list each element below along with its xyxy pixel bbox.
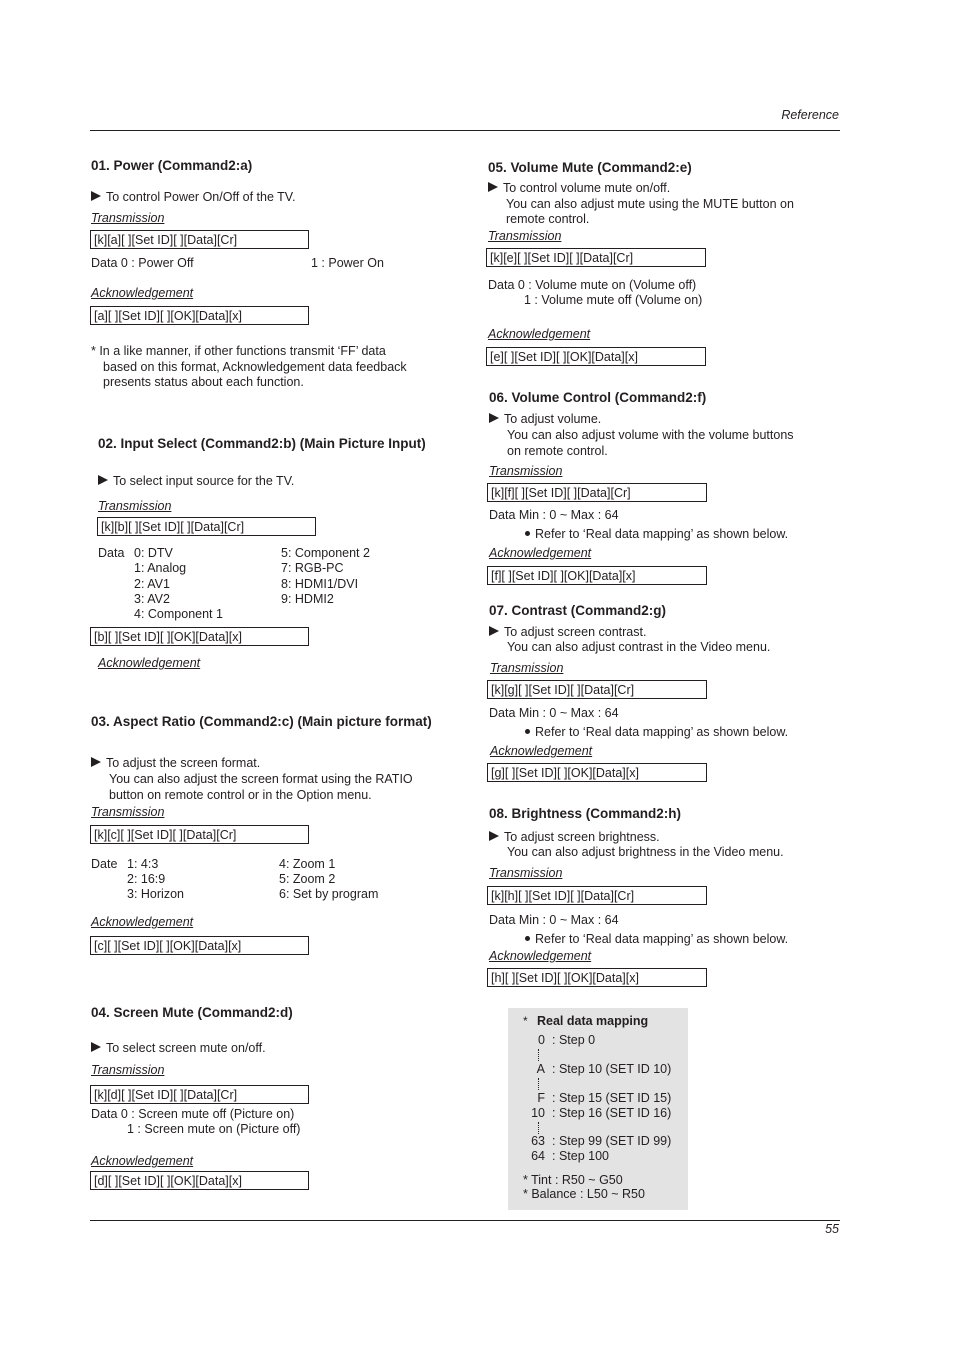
section-05-title: 05. Volume Mute (Command2:e)	[488, 160, 692, 175]
section-06-transmission-label: Transmission	[489, 464, 563, 478]
triangle-bullet-icon	[489, 831, 499, 841]
footer-rule	[90, 1220, 840, 1221]
section-06-ack-label: Acknowledgement	[489, 546, 592, 560]
section-01-ack-command: [a][ ][Set ID][ ][OK][Data][x]	[90, 306, 309, 325]
section-05-ack-command: [e][ ][Set ID][ ][OK][Data][x]	[486, 347, 706, 366]
section-04-transmission-command: [k][d][ ][Set ID][ ][Data][Cr]	[90, 1085, 309, 1104]
section-03-transmission-label: Transmission	[91, 805, 165, 819]
section-06-ack-command: [f][ ][Set ID][ ][OK][Data][x]	[487, 566, 707, 585]
section-04-transmission-label: Transmission	[91, 1063, 165, 1077]
section-08-data-line: Data Min : 0 ~ Max : 64	[489, 913, 619, 927]
section-07-data-line: Data Min : 0 ~ Max : 64	[489, 706, 619, 720]
section-02-value-1: 1: Analog	[134, 561, 187, 575]
section-05-ack-label: Acknowledgement	[488, 327, 591, 341]
header-rule	[90, 130, 840, 131]
section-08-ack-command: [h][ ][Set ID][ ][OK][Data][x]	[487, 968, 707, 987]
section-02-intro: To select input source for the TV.	[98, 474, 294, 490]
mapping-note-balance: * Balance : L50 ~ R50	[523, 1187, 645, 1201]
section-06-title: 06. Volume Control (Command2:f)	[489, 390, 707, 405]
section-06-bullet: Refer to ‘Real data mapping’ as shown below.	[525, 527, 788, 543]
section-01-ack-label: Acknowledgement	[91, 286, 194, 300]
section-01-title: 01. Power (Command2:a)	[91, 158, 253, 173]
section-03-intro-line-3: button on remote control or in the Option menu.	[109, 788, 372, 802]
bullet-dot-icon	[525, 531, 530, 536]
section-05-intro-line-3: remote control.	[506, 212, 590, 226]
vertical-ellipsis-icon	[538, 1078, 539, 1090]
section-02-value-9: 9: HDMI2	[281, 592, 334, 606]
section-08-intro-line-2: You can also adjust brightness in the Video menu.	[507, 845, 784, 859]
section-06-intro-line-3: on remote control.	[507, 444, 608, 458]
mapping-title: Real data mapping	[537, 1014, 649, 1028]
mapping-value-f: : Step 15 (SET ID 15)	[552, 1091, 672, 1105]
triangle-bullet-icon	[91, 191, 101, 201]
section-03-value-6: 6: Set by program	[279, 887, 379, 901]
header-section-label: Reference	[781, 108, 839, 122]
section-02-value-3: 3: AV2	[134, 592, 170, 606]
mapping-key-64: 64	[531, 1149, 545, 1163]
section-04-title: 04. Screen Mute (Command2:d)	[91, 1005, 293, 1020]
section-01-note-line-1: * In a like manner, if other functions transmit ‘FF’ data	[91, 344, 386, 358]
section-04-intro: To select screen mute on/off.	[91, 1041, 266, 1057]
section-08-title: 08. Brightness (Command2:h)	[489, 806, 682, 821]
section-05-data-line-2: 1 : Volume mute off (Volume on)	[524, 293, 703, 307]
section-06-intro-line-2: You can also adjust volume with the volume buttons	[507, 428, 794, 442]
section-01-note-line-3: presents status about each function.	[103, 375, 304, 389]
section-06-transmission-command: [k][f][ ][Set ID][ ][Data][Cr]	[487, 483, 707, 502]
section-03-ack-label: Acknowledgement	[91, 915, 194, 929]
section-07-ack-command: [g][ ][Set ID][ ][OK][Data][x]	[487, 763, 707, 782]
section-02-value-5: 5: Component 2	[281, 546, 370, 560]
section-01-intro: To control Power On/Off of the TV.	[91, 190, 295, 206]
vertical-ellipsis-icon	[538, 1122, 539, 1134]
section-05-transmission-command: [k][e][ ][Set ID][ ][Data][Cr]	[486, 248, 706, 267]
mapping-key-63: 63	[531, 1134, 545, 1148]
mapping-key-0: 0	[538, 1033, 545, 1047]
section-02-title: 02. Input Select (Command2:b) (Main Picture Input)	[98, 436, 426, 451]
section-07-title: 07. Contrast (Command2:g)	[489, 603, 667, 618]
section-08-intro-line-1: To adjust screen brightness.	[489, 830, 660, 846]
mapping-key-f: F	[537, 1091, 545, 1105]
section-07-intro-line-2: You can also adjust contrast in the Video menu.	[507, 640, 771, 654]
triangle-bullet-icon	[488, 182, 498, 192]
section-05-intro-line-2: You can also adjust mute using the MUTE button on	[506, 197, 794, 211]
section-05-data-line-1: Data 0 : Volume mute on (Volume off)	[488, 278, 697, 292]
section-04-data-line-2: 1 : Screen mute on (Picture off)	[127, 1122, 301, 1136]
section-03-value-5: 5: Zoom 2	[279, 872, 336, 886]
section-01-data-off: Data 0 : Power Off	[91, 256, 194, 270]
section-02-value-0: 0: DTV	[134, 546, 173, 560]
section-07-transmission-label: Transmission	[490, 661, 564, 675]
section-03-value-4: 4: Zoom 1	[279, 857, 336, 871]
section-06-intro-line-1: To adjust volume.	[489, 412, 601, 428]
mapping-value-64: : Step 100	[552, 1149, 609, 1163]
mapping-value-63: : Step 99 (SET ID 99)	[552, 1134, 672, 1148]
bullet-dot-icon	[525, 936, 530, 941]
section-03-data-word: Date	[91, 857, 118, 871]
section-01-transmission-command: [k][a][ ][Set ID][ ][Data][Cr]	[90, 230, 309, 249]
mapping-note-tint: * Tint : R50 ~ G50	[523, 1173, 623, 1187]
section-03-value-2: 2: 16:9	[127, 872, 166, 886]
bullet-dot-icon	[525, 729, 530, 734]
mapping-value-a: : Step 10 (SET ID 10)	[552, 1062, 672, 1076]
section-03-intro-line-2: You can also adjust the screen format using the RATIO	[109, 772, 413, 786]
section-02-ack-command: [b][ ][Set ID][ ][OK][Data][x]	[90, 627, 309, 646]
section-07-transmission-command: [k][g][ ][Set ID][ ][Data][Cr]	[487, 680, 707, 699]
section-04-ack-command: [d][ ][Set ID][ ][OK][Data][x]	[90, 1171, 309, 1190]
section-07-ack-label: Acknowledgement	[490, 744, 593, 758]
section-02-value-2: 2: AV1	[134, 577, 170, 591]
section-03-ack-command: [c][ ][Set ID][ ][OK][Data][x]	[90, 936, 309, 955]
section-02-data-word: Data	[98, 546, 125, 560]
section-02-value-8: 8: HDMI1/DVI	[281, 577, 359, 591]
section-03-title: 03. Aspect Ratio (Command2:c) (Main picture format)	[91, 714, 432, 729]
section-02-value-7: 7: RGB-PC	[281, 561, 344, 575]
page-number: 55	[825, 1222, 839, 1236]
section-07-bullet: Refer to ‘Real data mapping’ as shown below.	[525, 725, 788, 741]
triangle-bullet-icon	[98, 475, 108, 485]
triangle-bullet-icon	[91, 757, 101, 767]
mapping-value-0: : Step 0	[552, 1033, 596, 1047]
mapping-star: *	[523, 1014, 528, 1028]
section-06-data-line: Data Min : 0 ~ Max : 64	[489, 508, 619, 522]
section-05-intro-line-1: To control volume mute on/off.	[488, 181, 670, 197]
vertical-ellipsis-icon	[538, 1049, 539, 1061]
section-03-value-3: 3: Horizon	[127, 887, 184, 901]
section-02-transmission-command: [k][b][ ][Set ID][ ][Data][Cr]	[97, 517, 316, 536]
section-08-bullet: Refer to ‘Real data mapping’ as shown below.	[525, 932, 788, 948]
mapping-value-10: : Step 16 (SET ID 16)	[552, 1106, 672, 1120]
section-05-transmission-label: Transmission	[488, 229, 562, 243]
triangle-bullet-icon	[91, 1042, 101, 1052]
section-03-value-1: 1: 4:3	[127, 857, 159, 871]
section-08-transmission-label: Transmission	[489, 866, 563, 880]
section-08-ack-label: Acknowledgement	[489, 949, 592, 963]
section-07-intro-line-1: To adjust screen contrast.	[489, 625, 646, 641]
section-01-note-line-2: based on this format, Acknowledgement data feedback	[103, 360, 407, 374]
section-04-data-line-1: Data 0 : Screen mute off (Picture on)	[91, 1107, 295, 1121]
triangle-bullet-icon	[489, 626, 499, 636]
section-08-transmission-command: [k][h][ ][Set ID][ ][Data][Cr]	[487, 886, 707, 905]
section-02-value-4: 4: Component 1	[134, 607, 223, 621]
mapping-key-10: 10	[531, 1106, 545, 1120]
section-02-transmission-label: Transmission	[98, 499, 172, 513]
triangle-bullet-icon	[489, 413, 499, 423]
section-03-intro-line-1: To adjust the screen format.	[91, 756, 260, 772]
real-data-mapping-panel	[508, 1008, 688, 1210]
section-01-transmission-label: Transmission	[91, 211, 165, 225]
section-01-data-on: 1 : Power On	[311, 256, 384, 270]
section-03-transmission-command: [k][c][ ][Set ID][ ][Data][Cr]	[90, 825, 309, 844]
section-04-ack-label: Acknowledgement	[91, 1154, 194, 1168]
mapping-key-a: A	[536, 1062, 545, 1076]
section-02-ack-label: Acknowledgement	[98, 656, 201, 670]
